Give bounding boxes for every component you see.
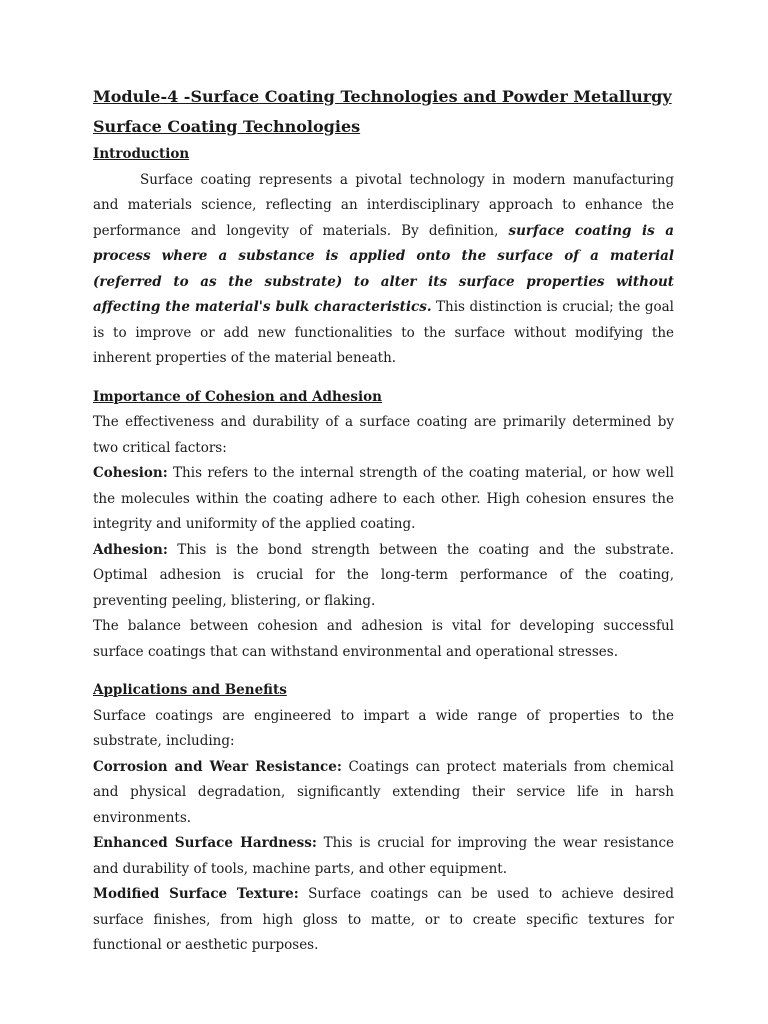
surface-texture-term: Modified Surface Texture: xyxy=(93,886,299,902)
introduction-heading: Introduction xyxy=(93,146,190,162)
surface-coating-definition: surface coating is a process where a substance is applied onto the surface of a material (referred to as the substrate) to alter its surface properties without affecting the material's bulk characteristics. xyxy=(93,222,674,315)
adhesion-item xyxy=(93,538,674,615)
surface-hardness-text: This is crucial for improving the wear resistance and durability of tools, machine parts, and other equipment. xyxy=(93,835,674,877)
applications-lead: Surface coatings are engineered to impart a wide range of properties to the substrate, including: xyxy=(93,707,674,749)
cohesion-item xyxy=(93,461,674,538)
corrosion-wear-term: Corrosion and Wear Resistance: xyxy=(93,758,342,775)
introduction-closing: This distinction is crucial; the goal is to improve or add new functionalities to the surface without modifying the inherent properties of the material beneath. xyxy=(93,299,674,366)
introduction-text: Surface coating represents a pivotal technology in modern manufacturing and materials science, reflecting an interdisciplinary approach to enhance the performance and longevity of materials. By definition, xyxy=(93,171,674,239)
section-title: Surface Coating Technologies xyxy=(93,117,361,136)
surface-texture-text: Surface coatings can be used to achieve desired surface finishes, from high gloss to matte, or to create specific textures for functional or aesthetic purposes. xyxy=(93,886,675,953)
cohesion-adhesion-conclusion: The balance between cohesion and adhesion is vital for developing successful surface coatings that can withstand environmental and operational stresses. xyxy=(93,618,674,660)
section-gap xyxy=(93,665,674,678)
section-gap xyxy=(93,372,674,385)
cohesion-adhesion-heading: Importance of Cohesion and Adhesion xyxy=(93,388,382,405)
module-title: Module-4 -Surface Coating Technologies and Powder Metallurgy xyxy=(93,87,672,106)
surface-hardness-term: Enhanced Surface Hardness: xyxy=(93,835,317,851)
cohesion-adhesion-lead: The effectiveness and durability of a surface coating are primarily determined by two critical factors: xyxy=(93,414,674,456)
applications-heading: Applications and Benefits xyxy=(93,682,287,698)
cohesion-term: Cohesion: xyxy=(93,465,168,481)
corrosion-wear-text: Coatings can protect materials from chemical and physical degradation, significantly extending their service life in harsh environments. xyxy=(93,758,675,826)
adhesion-text: This is the bond strength between the coating and the substrate. Optimal adhesion is crucial for the long-term performance of the coating, preventing peeling, blistering, or flaking. xyxy=(93,541,674,609)
cohesion-text: This refers to the internal strength of the coating material, or how well the molecules within the coating adhere to each other. High cohesion ensures the integrity and uniformity of the applied coating. xyxy=(93,465,674,532)
surface-hardness-item xyxy=(93,831,674,882)
corrosion-wear-item xyxy=(93,755,674,832)
adhesion-term: Adhesion: xyxy=(93,541,168,558)
document-page xyxy=(93,86,674,959)
surface-texture-item xyxy=(93,882,674,959)
introduction-paragraph xyxy=(93,168,674,372)
